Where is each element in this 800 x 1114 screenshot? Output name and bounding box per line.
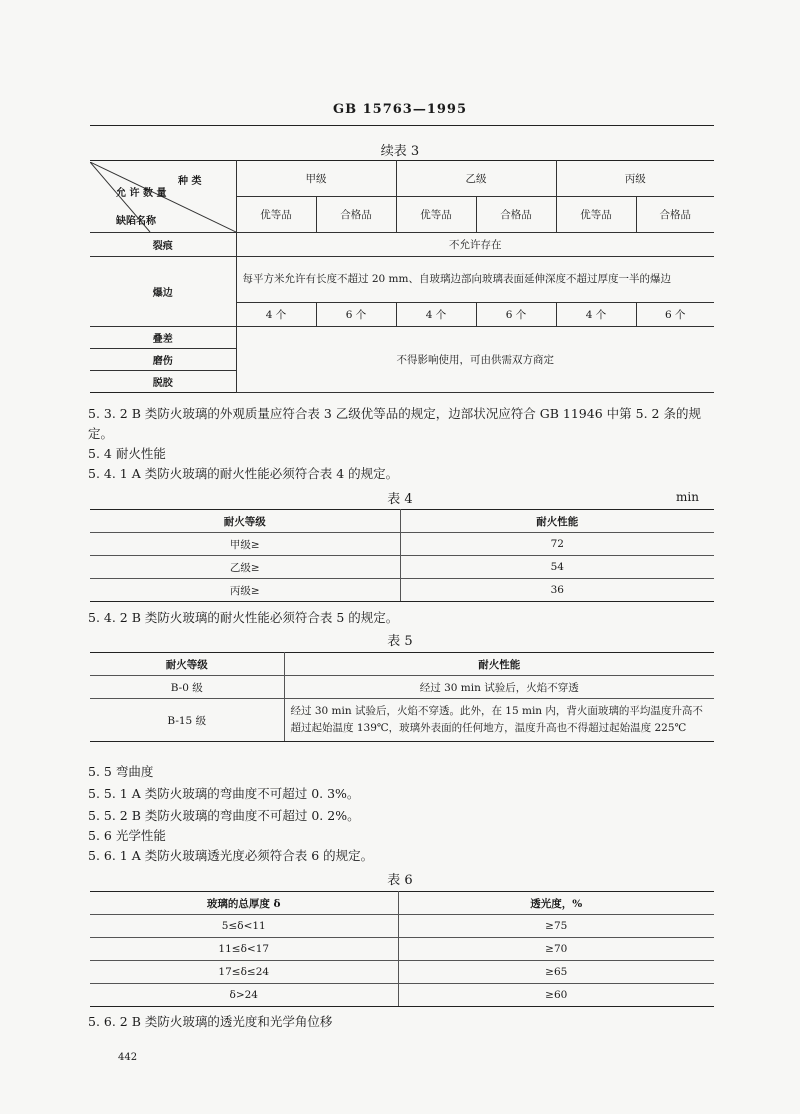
chip-count: 4 个 — [556, 303, 636, 327]
quality-header: 优等品 — [556, 197, 636, 233]
defect-chip-desc: 每平方米允许有长度不超过 20 mm、自玻璃边部向玻璃表面延伸深度不超过厚度一半的爆边 — [236, 257, 714, 303]
section-5-5: 5. 5 弯曲度 — [88, 764, 154, 779]
quality-header: 合格品 — [316, 197, 396, 233]
grade-header-a: 甲级 — [236, 161, 396, 197]
table5-header: 耐火等级 — [90, 653, 284, 676]
table4-header: 耐火等级 — [90, 510, 400, 533]
table3-corner-cell — [90, 161, 236, 233]
clause-5-6-1: 5. 6. 1 A 类防火玻璃透光度必须符合表 6 的规定。 — [88, 848, 374, 863]
table4-cell: 54 — [400, 556, 714, 579]
header-rule — [90, 125, 714, 126]
table6-cell: ≥75 — [398, 915, 714, 938]
chip-count: 6 个 — [316, 303, 396, 327]
table4-unit: min — [676, 490, 699, 504]
table4-cell: 36 — [400, 579, 714, 602]
quality-header: 合格品 — [476, 197, 556, 233]
clause-5-4-2: 5. 4. 2 B 类防火玻璃的耐火性能必须符合表 5 的规定。 — [88, 610, 399, 625]
chip-count: 6 个 — [476, 303, 556, 327]
table6-cell: 17≤δ≤24 — [90, 961, 398, 984]
table4-header: 耐火性能 — [400, 510, 714, 533]
section-5-4: 5. 4 耐火性能 — [88, 446, 166, 461]
table5-header: 耐火性能 — [284, 653, 714, 676]
defect-other-name: 磨伤 — [90, 349, 236, 371]
table5-cell: 经过 30 min 试验后，火焰不穿透 — [284, 676, 714, 699]
defect-crack-name: 裂痕 — [90, 233, 236, 257]
corner-type-label: 种 类 — [178, 175, 202, 187]
defect-other-name: 脱胶 — [90, 371, 236, 393]
table6-caption: 表 6 — [387, 873, 413, 888]
table4-cell: 72 — [400, 533, 714, 556]
defect-other-name: 叠差 — [90, 327, 236, 349]
table5-cell: B-15 级 — [90, 699, 284, 742]
quality-header: 优等品 — [396, 197, 476, 233]
table6-cell: ≥65 — [398, 961, 714, 984]
table6-cell: ≥60 — [398, 984, 714, 1007]
corner-qty-label: 允 许 数 量 — [116, 187, 167, 199]
document-header: GB 15763—1995 — [332, 102, 468, 117]
table6 — [90, 891, 714, 1007]
corner-defect-label: 缺陷名称 — [116, 215, 156, 227]
quality-header: 优等品 — [236, 197, 316, 233]
defect-crack-value: 不允许存在 — [236, 233, 714, 257]
clause-5-6-2: 5. 6. 2 B 类防火玻璃的透光度和光学角位移 — [88, 1014, 333, 1029]
clause-5-5-1: 5. 5. 1 A 类防火玻璃的弯曲度不可超过 0. 3%。 — [88, 786, 360, 801]
table3-caption: 续表 3 — [380, 144, 420, 159]
table6-cell: 5≤δ<11 — [90, 915, 398, 938]
grade-header-c: 丙级 — [556, 161, 714, 197]
defect-other-value: 不得影响使用，可由供需双方商定 — [236, 327, 714, 393]
table4-caption: 表 4 — [387, 492, 413, 507]
clause-5-3-2: 5. 3. 2 B 类防火玻璃的外观质量应符合表 3 乙级优等品的规定，边部状况应符合 GB 11946 中第 5. 2 条的规定。 — [88, 406, 701, 441]
section-5-6: 5. 6 光学性能 — [88, 828, 166, 843]
quality-header: 合格品 — [636, 197, 714, 233]
grade-header-b: 乙级 — [396, 161, 556, 197]
table6-cell: 11≤δ<17 — [90, 938, 398, 961]
page-number: 442 — [118, 1052, 138, 1063]
table5 — [90, 652, 714, 742]
table4-cell: 丙级≥ — [90, 579, 400, 602]
table4-cell: 乙级≥ — [90, 556, 400, 579]
clause-5-5-2: 5. 5. 2 B 类防火玻璃的弯曲度不可超过 0. 2%。 — [88, 808, 360, 823]
table5-cell: 经过 30 min 试验后，火焰不穿透。此外，在 15 min 内，背火面玻璃的平均温度升高不超过起始温度 139℃，玻璃外表面的任何地方，温度升高也不得超过起始温度 225℃ — [284, 699, 714, 742]
chip-count: 6 个 — [636, 303, 714, 327]
table6-cell: δ>24 — [90, 984, 398, 1007]
table3 — [90, 160, 714, 393]
clause-5-4-1: 5. 4. 1 A 类防火玻璃的耐火性能必须符合表 4 的规定。 — [88, 466, 399, 481]
table4 — [90, 509, 714, 602]
chip-count: 4 个 — [396, 303, 476, 327]
chip-count: 4 个 — [236, 303, 316, 327]
defect-chip-name: 爆边 — [90, 257, 236, 327]
table4-cell: 甲级≥ — [90, 533, 400, 556]
table6-cell: ≥70 — [398, 938, 714, 961]
table5-cell: B-0 级 — [90, 676, 284, 699]
table6-header: 玻璃的总厚度 δ — [90, 892, 398, 915]
table6-header: 透光度，% — [398, 892, 714, 915]
table5-caption: 表 5 — [387, 634, 413, 649]
